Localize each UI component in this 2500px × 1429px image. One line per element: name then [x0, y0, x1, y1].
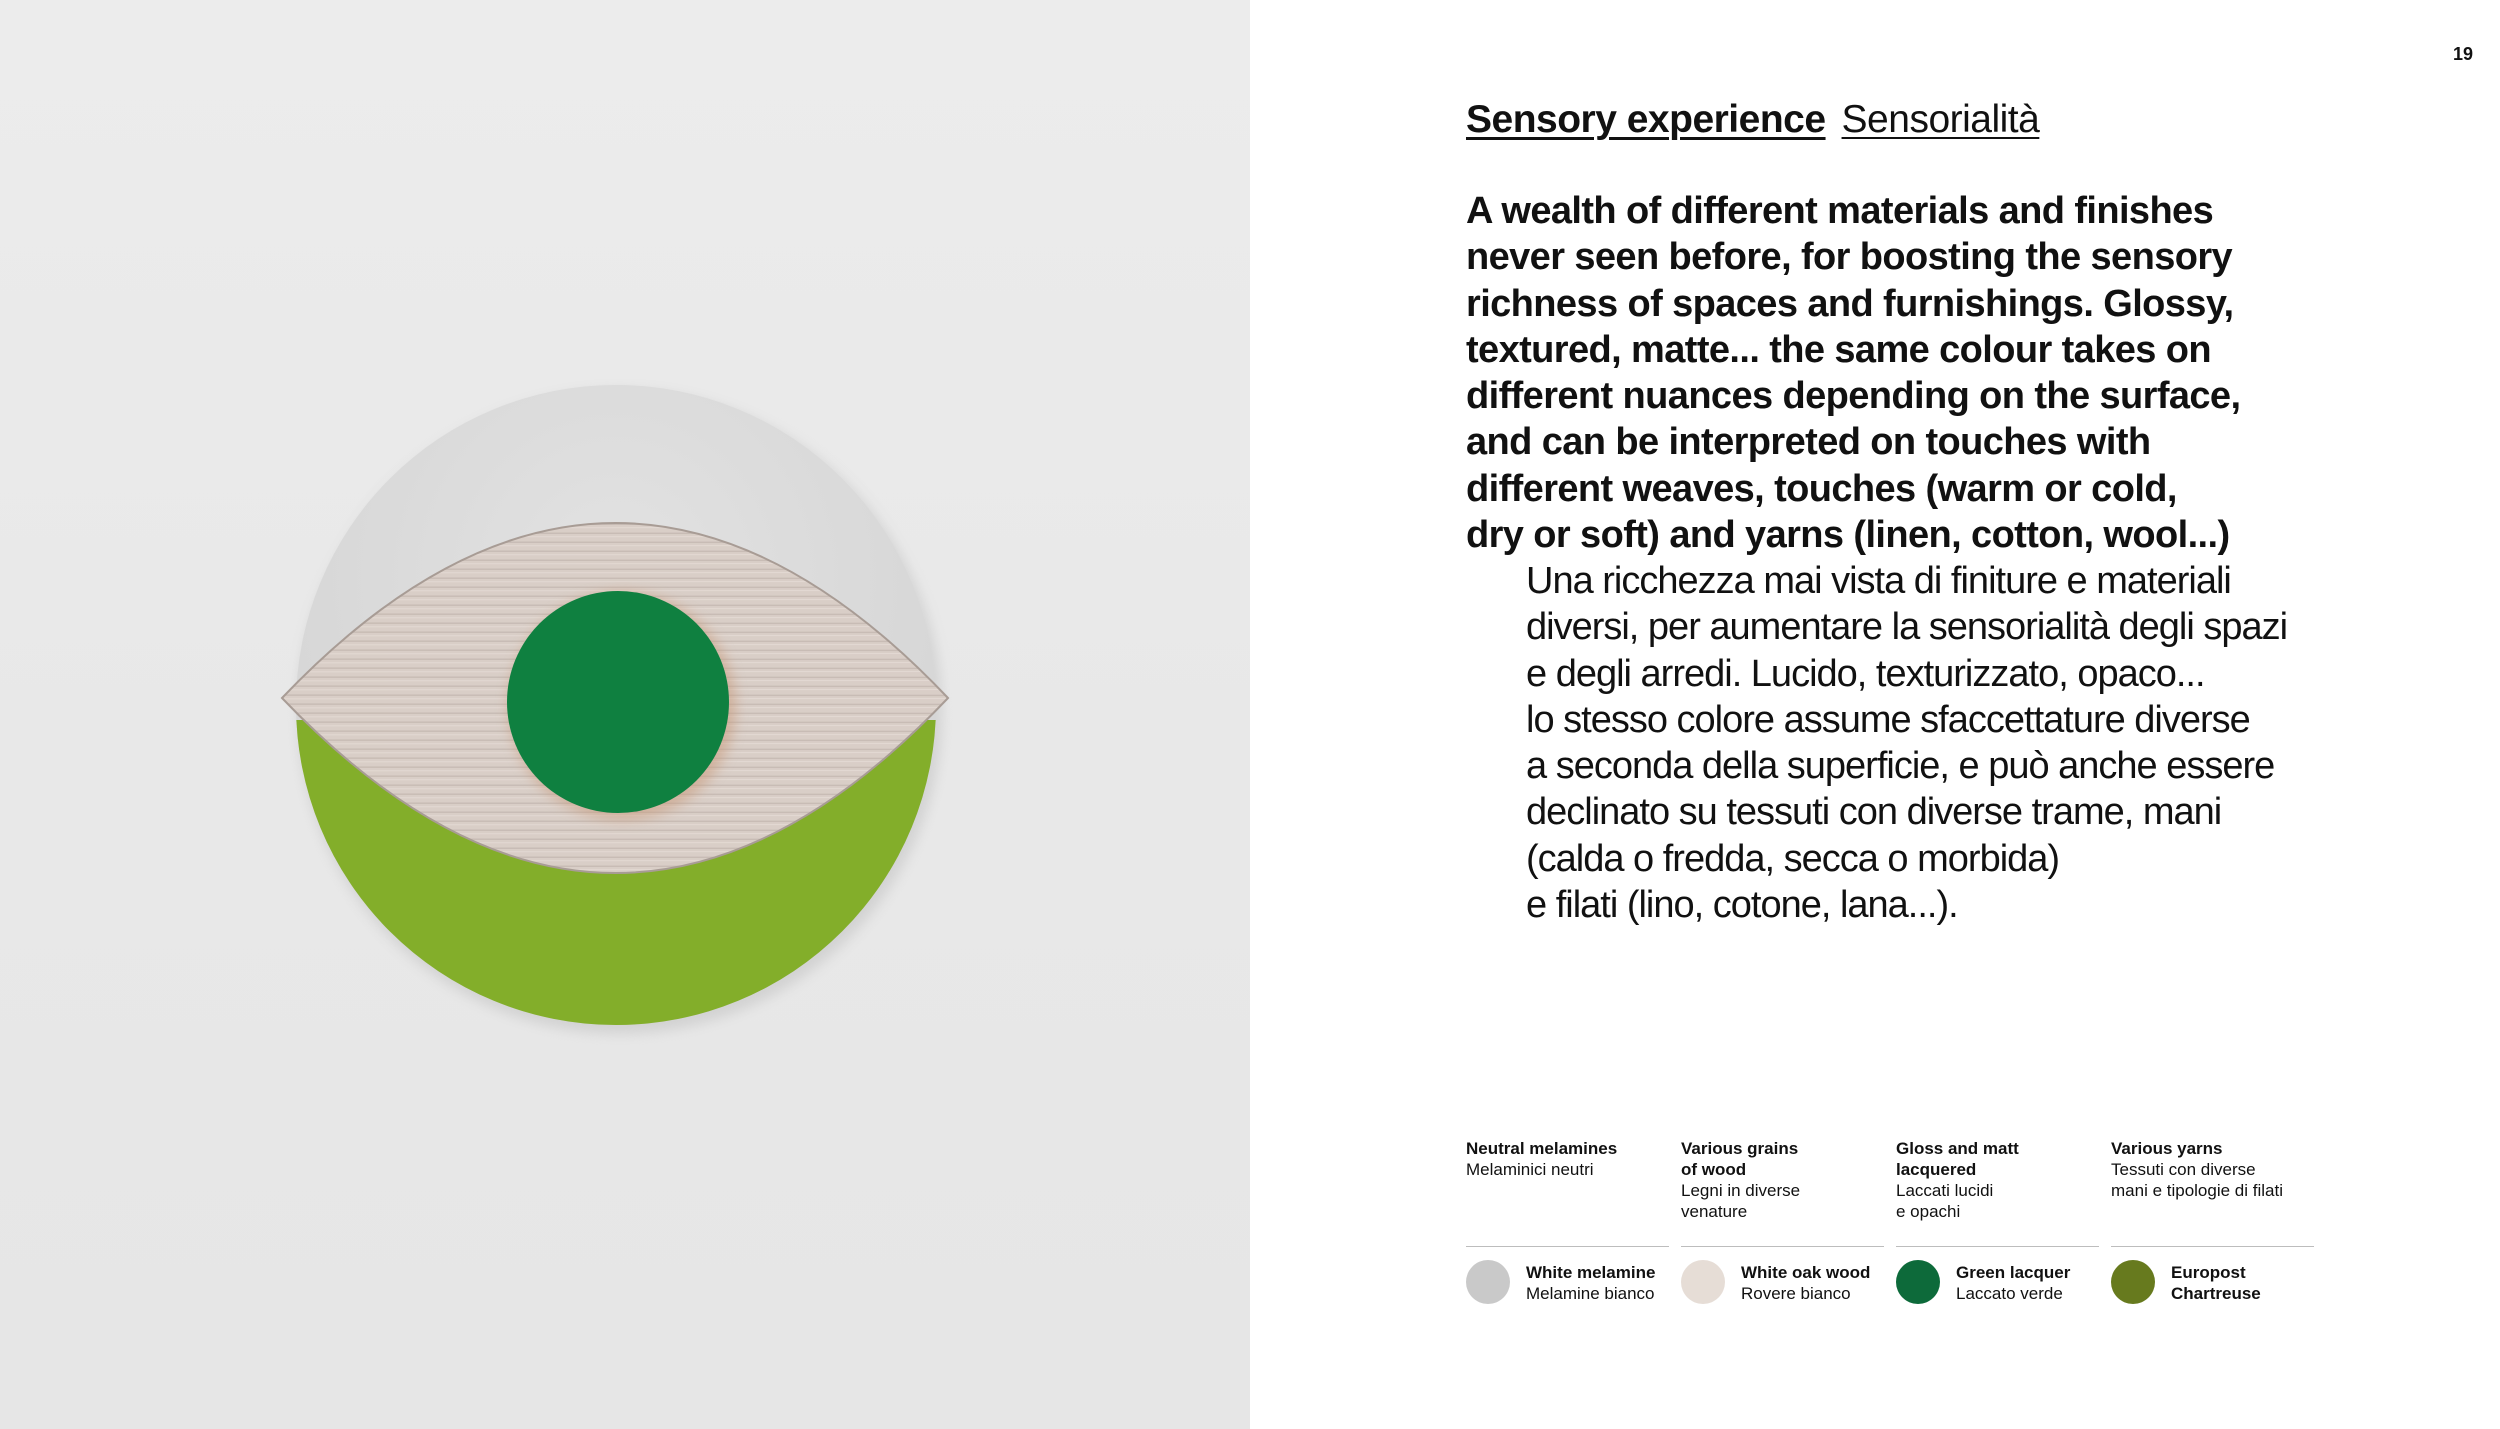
legend-subtitle: e opachi — [1896, 1202, 1961, 1221]
body-italian-line: (calda o fredda, secca o morbida) — [1526, 837, 2060, 880]
legend-gloss-matt-lacquered — [1896, 1138, 2101, 1222]
swatch-name: Green lacquer — [1956, 1263, 2071, 1282]
swatch-green-lacquer — [1896, 1256, 2111, 1306]
legend-neutral-melamines — [1466, 1138, 1671, 1180]
page-number: 19 — [2452, 44, 2473, 64]
heading-english: Sensory experience — [1466, 98, 1826, 141]
swatch-name: White oak wood — [1741, 1263, 1871, 1282]
legend-divider — [1466, 1246, 1669, 1247]
legend-divider — [1681, 1246, 1884, 1247]
body-english-line: different weaves, touches (warm or cold, — [1466, 467, 2177, 510]
body-english-line: textured, matte... the same colour takes on — [1466, 328, 2211, 371]
legend-divider — [2111, 1246, 2314, 1247]
green-lacquer-swatch-icon — [1896, 1260, 1940, 1304]
body-text-english — [1466, 188, 2286, 558]
legend-title: Various grains — [1681, 1139, 1799, 1158]
body-english-line: different nuances depending on the surface, — [1466, 375, 2241, 418]
swatch-name: Europost — [2171, 1263, 2246, 1282]
legend-subtitle: Legni in diverse — [1681, 1181, 1801, 1200]
body-italian-line: e degli arredi. Lucido, texturizzato, opaco... — [1526, 652, 2205, 695]
legend-title: lacquered — [1896, 1160, 1977, 1179]
legend-divider — [1896, 1246, 2099, 1247]
body-italian-line: a seconda della superficie, e può anche essere — [1526, 745, 2275, 788]
legend-subtitle: Tessuti con diverse — [2111, 1160, 2256, 1179]
section-heading — [1466, 98, 2039, 142]
swatch-white-melamine — [1466, 1256, 1681, 1306]
text-page — [1250, 0, 2500, 1429]
legend-various-grains — [1681, 1138, 1886, 1222]
legend-subtitle: mani e tipologie di filati — [2111, 1181, 2283, 1200]
white-oak-swatch-icon — [1681, 1260, 1725, 1304]
swatch-subname: Chartreuse — [2171, 1284, 2261, 1303]
chartreuse-fabric-swatch-icon — [2111, 1260, 2155, 1304]
swatch-subname: Melamine bianco — [1526, 1284, 1655, 1303]
body-text-italian — [1526, 558, 2326, 928]
body-italian-line: lo stesso colore assume sfaccettature diverse — [1526, 698, 2250, 741]
legend-various-yarns — [2111, 1138, 2316, 1201]
body-english-line: A wealth of different materials and finishes — [1466, 190, 2214, 232]
green-lacquer-pupil — [507, 591, 729, 813]
legend-title: Various yarns — [2111, 1139, 2223, 1158]
legend-title: of wood — [1681, 1160, 1747, 1179]
body-english-line: richness of spaces and furnishings. Glossy, — [1466, 282, 2234, 325]
heading-italian: Sensorialità — [1841, 98, 2040, 141]
legend-subtitle: venature — [1681, 1202, 1748, 1221]
body-italian-line: diversi, per aumentare la sensorialità degli spazi — [1526, 606, 2288, 649]
white-melamine-swatch-icon — [1466, 1260, 1510, 1304]
swatch-subname: Rovere bianco — [1741, 1284, 1851, 1303]
body-english-line: dry or soft) and yarns (linen, cotton, wool...) — [1466, 514, 2230, 557]
legend-subtitle: Laccati lucidi — [1896, 1181, 1994, 1200]
swatch-subname: Laccato verde — [1956, 1284, 2063, 1303]
swatch-white-oak — [1681, 1256, 1896, 1306]
swatch-name: White melamine — [1526, 1263, 1656, 1282]
legend-title: Gloss and matt — [1896, 1139, 2019, 1158]
body-english-line: never seen before, for boosting the sensory — [1466, 236, 2233, 279]
legend-subtitle: Melaminici neutri — [1466, 1160, 1594, 1179]
swatch-chartreuse — [2111, 1256, 2326, 1306]
body-english-line: and can be interpreted on touches with — [1466, 421, 2151, 464]
legend-title: Neutral melamines — [1466, 1139, 1618, 1158]
body-italian-line: declinato su tessuti con diverse trame, mani — [1526, 791, 2222, 834]
body-italian-line: Una ricchezza mai vista di finiture e materiali — [1526, 560, 2231, 602]
body-italian-line: e filati (lino, cotone, lana...). — [1526, 884, 1958, 927]
